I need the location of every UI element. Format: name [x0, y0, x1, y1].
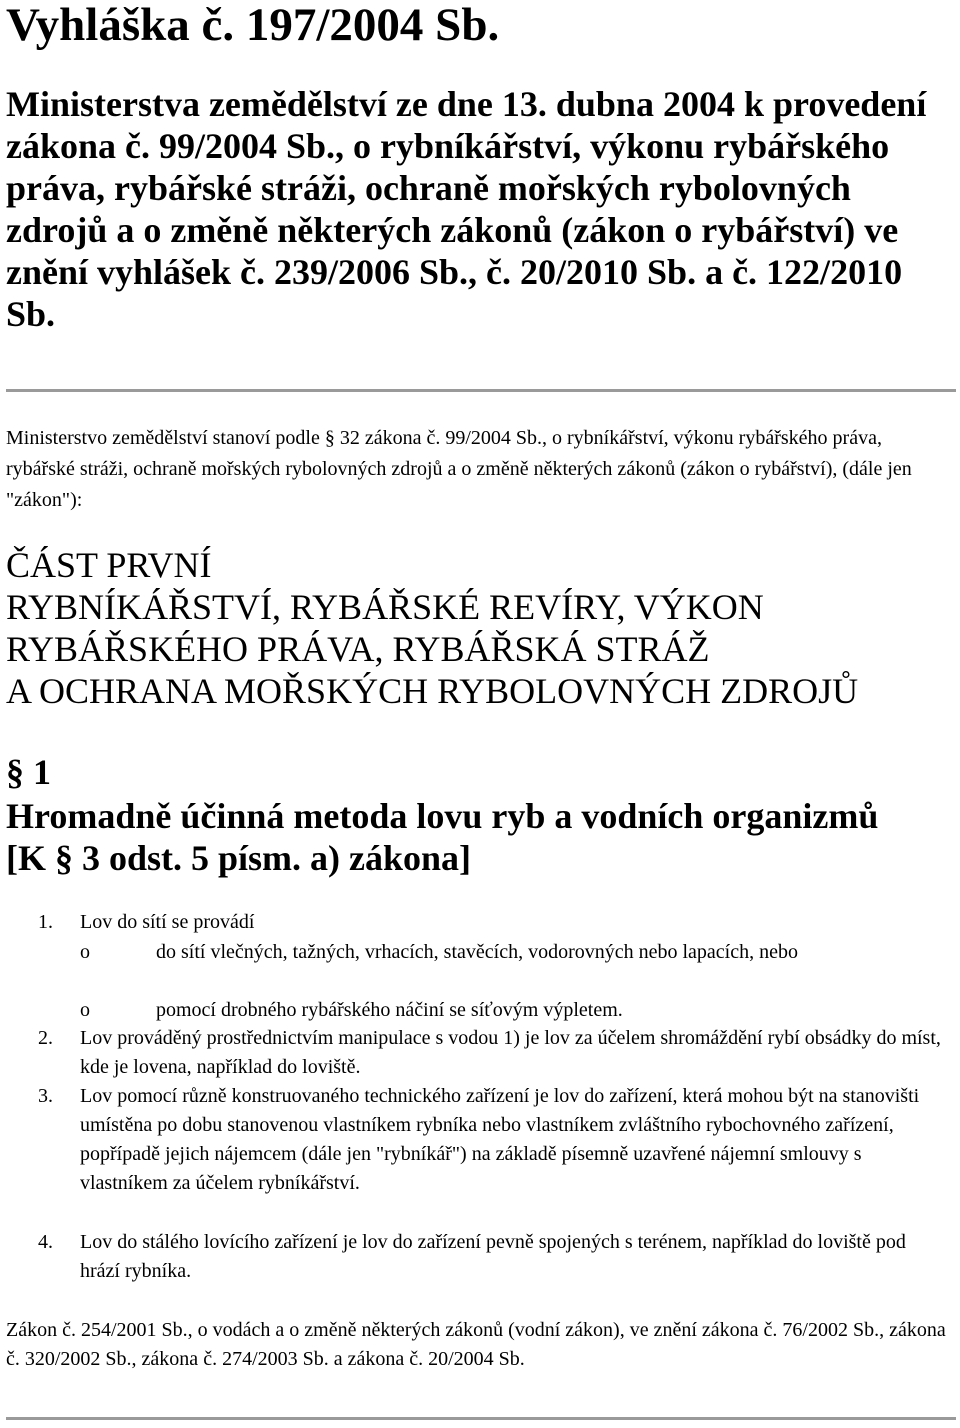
bullet-marker: o [80, 941, 90, 963]
part-heading-line: ČÁST PRVNÍ [6, 545, 212, 585]
list-item-text: Lov prováděný prostřednictvím manipulace s vodou 1) je lov za účelem shromáždění rybí obsádky do míst, kde je lovena, například do loviště. [80, 1027, 941, 1078]
part-heading-line: RYBNÍKÁŘSTVÍ, RYBÁŘSKÉ REVÍRY, VÝKON [6, 587, 764, 627]
section-title [6, 795, 878, 879]
list-item-number: 3. [38, 1085, 53, 1107]
footnote-text: Zákon č. 254/2001 Sb., o vodách a o změně některých zákonů (vodní zákon), ve znění zákona č. 76/2002 Sb., zákona č. 320/2002 Sb., zákona č. 274/2003 Sb. a zákona č. 20/2004 Sb. [6, 1319, 946, 1370]
section-title-line: Hromadně účinná metoda lovu ryb a vodních organizmů [6, 796, 879, 836]
bullet-text: pomocí drobného rybářského náčiní se síťovým výpletem. [156, 999, 623, 1021]
document-subtitle: Ministerstva zemědělství ze dne 13. dubna 2004 k provedení zákona č. 99/2004 Sb., o rybníkářství, výkonu rybářského práva, rybářské stráži, ochraně mořských rybolovných zdrojů a o změně některých zákonů (zákon o rybářství) ve znění vyhlášek č. 239/2006 Sb., č. 20/2010 Sb. a č. 122/2010 Sb. [6, 84, 927, 334]
list-item-text: Lov do sítí se provádí [80, 911, 255, 933]
section-title-line: [K § 3 odst. 5 písm. a) zákona] [6, 838, 472, 878]
list-item-text: Lov pomocí různě konstruovaného technického zařízení je lov do zařízení, která mohou být na stanovišti umístěna po dobu stanovenou vlastníkem rybníka nebo vlastníkem zvláštního rybochovného zařízení, popřípadě jejich nájemcem (dále jen "rybníkář") na základě písemně uzavřené nájemní smlouvy s vlastníkem za účelem rybníkářství. [80, 1085, 920, 1194]
list-item-number: 1. [38, 911, 53, 933]
part-heading-line: RYBÁŘSKÉHO PRÁVA, RYBÁŘSKÁ STRÁŽ [6, 629, 710, 669]
page-title: Vyhláška č. 197/2004 Sb. [6, 0, 500, 51]
part-heading [6, 544, 858, 712]
part-heading-line: A OCHRANA MOŘSKÝCH RYBOLOVNÝCH ZDROJŮ [6, 671, 859, 711]
list-item-number: 4. [38, 1231, 53, 1253]
list-item-text: Lov do stálého lovícího zařízení je lov do zařízení pevně spojených s terénem, například do loviště pod hrází rybníka. [80, 1231, 906, 1282]
list-item-number: 2. [38, 1027, 53, 1049]
bottom-divider [6, 1417, 956, 1420]
intro-paragraph: Ministerstvo zemědělství stanoví podle § 32 zákona č. 99/2004 Sb., o rybníkářství, výkonu rybářského práva, rybářské stráži, ochraně mořských rybolovných zdrojů a o změně některých zákonů (zákon o rybářství), (dále jen "zákon"): [6, 427, 912, 511]
top-divider [6, 389, 956, 392]
section-mark: § 1 [6, 752, 51, 792]
bullet-marker: o [80, 999, 90, 1021]
bullet-text: do sítí vlečných, tažných, vrhacích, stavěcích, vodorovných nebo lapacích, nebo [156, 941, 798, 963]
